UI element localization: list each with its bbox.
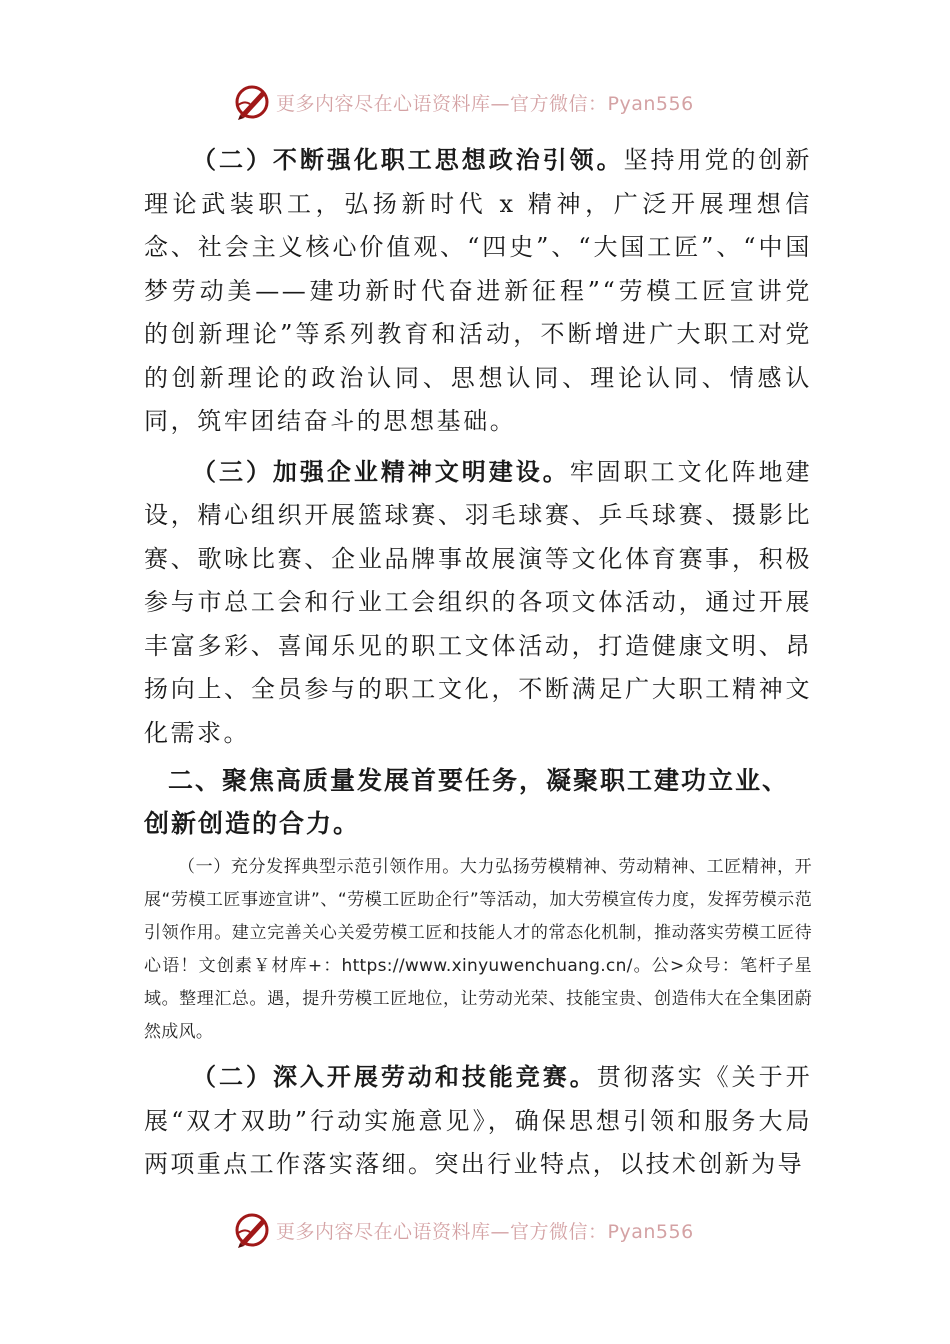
paragraph-skills-competition (144, 1055, 812, 1187)
paragraph-political-guidance (144, 138, 812, 444)
paragraph-body: 贯彻落实《关于开展“双才双助”行动实施意见》，确保思想引领和服务大局两项重点工作落实落细。突出行业特点，以技术创新为导 (144, 1063, 813, 1178)
paragraph-body: 坚持用党的创新理论武装职工，弘扬新时代 x 精神，广泛开展理想信念、社会主义核心价值观、“四史”、“大国工匠”、“中国梦劳动美——建功新时代奋进新征程”“劳模工匠宣讲党的创新理论”等系列教育和活动，不断增进广大职工对党的创新理论的政治认同、思想认同、理论认同、情感认同，筑牢团结奋斗的思想基础。 (144, 146, 812, 435)
header-banner (232, 80, 752, 124)
paragraph-body: 牢固职工文化阵地建设，精心组织开展篮球赛、羽毛球赛、乒乓球赛、摄影比赛、歌咏比赛、企业品牌事故展演等文化体育赛事，积极参与市总工会和行业工会组织的各项文体活动，通过开展丰富多彩、喜闻乐见的职工文体活动，打造健康文明、昂扬向上、全员参与的职工文化，不断满足广大职工精神文化需求。 (144, 457, 813, 747)
footer-banner (232, 1208, 752, 1252)
paragraph-spiritual-civilization (144, 450, 812, 756)
pen-logo-icon (232, 1210, 272, 1250)
section-heading: 二、聚焦高质量发展首要任务，凝聚职工建功立业、创新创造的合力。 (144, 766, 790, 838)
banner-text: 更多内容尽在心语资料库—官方微信：Pyan556 (276, 92, 694, 115)
paragraph-lead: （二）不断强化职工思想政治引领。 (192, 145, 624, 174)
pen-logo-icon (232, 82, 272, 122)
document-body (144, 138, 812, 1187)
paragraph-lead: （二）深入开展劳动和技能竞赛。 (192, 1062, 597, 1091)
banner-text: 更多内容尽在心语资料库—官方微信：Pyan556 (276, 1220, 694, 1243)
paragraph-lead: （三）加强企业精神文明建设。 (192, 456, 570, 486)
paragraph-small-model-workers: （一）充分发挥典型示范引领作用。大力弘扬劳模精神、劳动精神、工匠精神，开展“劳模工匠事迹宣讲”、“劳模工匠助企行”等活动，加大劳模宣传力度，发挥劳模示范引领作用。建立完善关心关爱劳模工匠和技能人才的常态化机制，推动落实劳模工匠待心语！文创素￥材库+：https://www.xinyuwenchuang.cn/。公>众号：笔杆子星域。整理汇总。遇，提升劳模工匠地位，让劳动光荣、技能宝贵、创造伟大在全集团蔚然成风。 (144, 857, 812, 1042)
